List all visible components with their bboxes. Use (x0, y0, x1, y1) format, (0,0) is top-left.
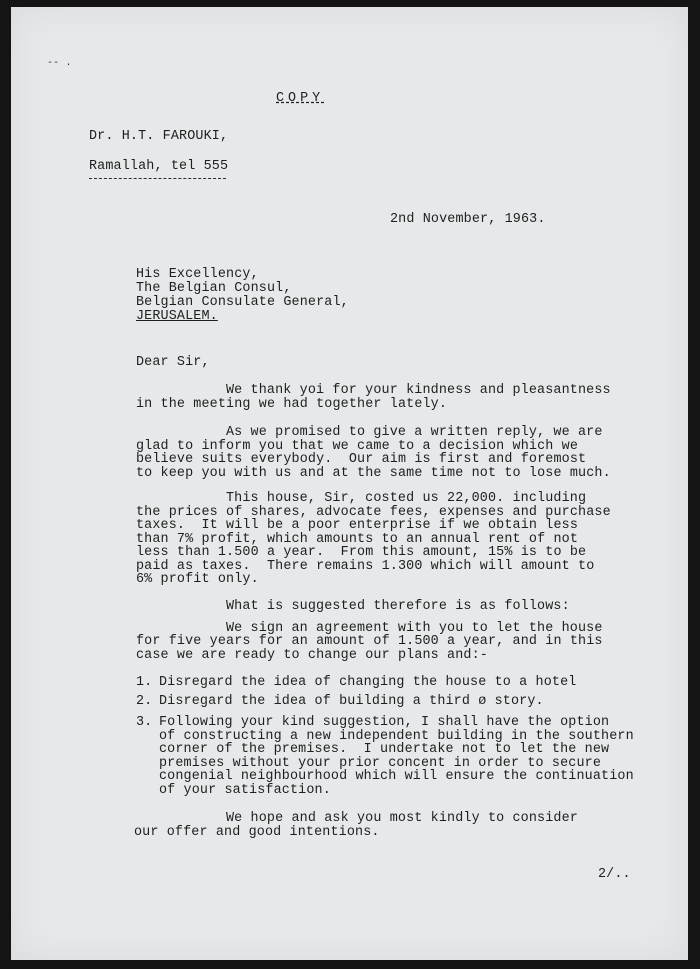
paragraph-1-line: in the meeting we had together lately. (136, 397, 448, 412)
paragraph-5-line: We sign an agreement with you to let the house (226, 621, 603, 636)
paragraph-3-line: paid as taxes. There remains 1.300 which will amount to (136, 559, 595, 574)
list-item-line: of constructing a new independent building in the southern (159, 729, 634, 744)
salutation: Dear Sir, (136, 355, 210, 370)
paragraph-3-line: This house, Sir, costed us 22,000. including (226, 491, 587, 506)
list-item-line: premises without your prior concent in order to secure (159, 756, 602, 771)
sender-name: Dr. H.T. FAROUKI, (89, 129, 229, 144)
recipient-line-3: Belgian Consulate General, (136, 295, 349, 310)
paragraph-3-line: taxes. It will be a poor enterprise if we obtain less (136, 518, 579, 533)
list-item-line: Following your kind suggestion, I shall have the option (159, 715, 610, 730)
recipient-line-2: The Belgian Consul, (136, 281, 292, 296)
paragraph-3-line: the prices of shares, advocate fees, expenses and purchase (136, 505, 611, 520)
letter-date: 2nd November, 1963. (390, 212, 546, 227)
paragraph-5-line: for five years for an amount of 1.500 a year, and in this (136, 634, 603, 649)
paragraph-5-line: case we are ready to change our plans and:- (136, 648, 488, 663)
paragraph-3-line: less than 1.500 a year. From this amount, 15% is to be (136, 545, 587, 560)
list-item-number: 2. (136, 694, 153, 709)
list-item-line: of your satisfaction. (159, 783, 331, 798)
list-item-line: Disregard the idea of building a third ø story. (159, 694, 544, 709)
paragraph-2-line: to keep you with us and at the same time not to lose much. (136, 466, 611, 481)
paragraph-1-line: We thank yoi for your kindness and pleasantness (226, 383, 611, 398)
list-item-line: congenial neighbourhood which will ensure the continuation (159, 769, 634, 784)
list-item-number: 3. (136, 715, 153, 730)
list-item-number: 1. (136, 675, 153, 690)
sender-address: Ramallah, tel 555 (89, 159, 229, 174)
page-marker: 2/.. (598, 867, 631, 882)
recipient-line-1: His Excellency, (136, 267, 259, 282)
paragraph-2-line: believe suits everybody. Our aim is first and foremost (136, 452, 587, 467)
list-item-line: corner of the premises. I undertake not to let the new (159, 742, 610, 757)
paragraph-4-line: What is suggested therefore is as follows: (226, 599, 570, 614)
closing-line: We hope and ask you most kindly to consider (226, 811, 578, 826)
copy-label: COPY (276, 91, 325, 106)
paragraph-3-line: than 7% profit, which amounts to an annual rent of not (136, 532, 579, 547)
paragraph-2-line: As we promised to give a written reply, we are (226, 425, 603, 440)
stray-marks: -- . (47, 58, 72, 69)
closing-line: our offer and good intentions. (134, 825, 380, 840)
recipient-line-4: JERUSALEM. (136, 309, 218, 324)
paragraph-2-line: glad to inform you that we came to a decision which we (136, 439, 579, 454)
paragraph-3-line: 6% profit only. (136, 572, 259, 587)
list-item-line: Disregard the idea of changing the house to a hotel (159, 675, 577, 690)
sender-divider (89, 178, 226, 179)
